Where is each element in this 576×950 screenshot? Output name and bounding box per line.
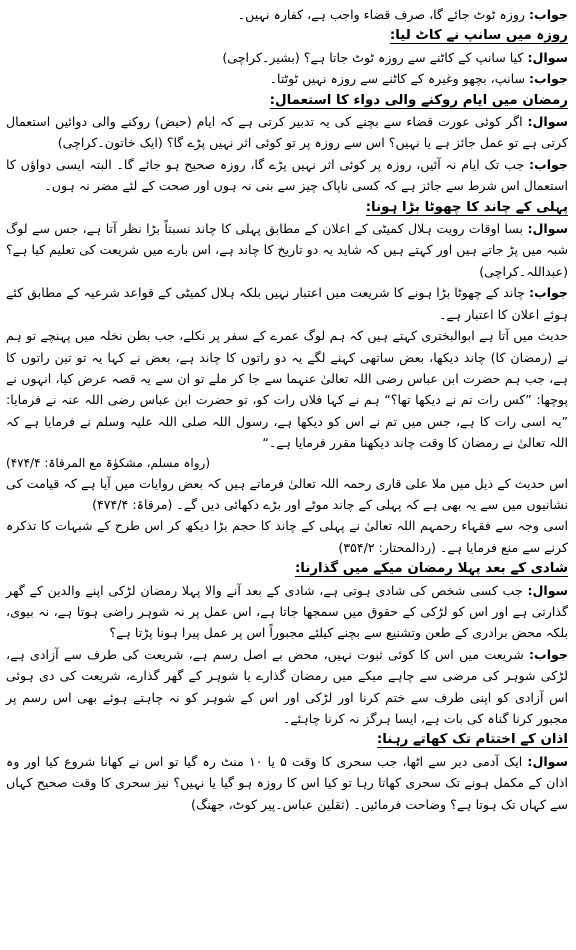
qa-label: جواب: — [529, 156, 568, 172]
section-heading — [6, 90, 568, 111]
section-heading-text: رمضان میں ایام روکنے والی دواء کا استعمال: — [269, 92, 568, 108]
paragraph-text: جب کسی شخص کی شادی ہوتی ہے، شادی کے بعد آنے والا پہلا رمضان لڑکی اپنے والدین کے گھر گذارتی ہے اور اس کو لڑکی کے حقوق میں سمجھا جاتا ہے، اس عمل پر نہ شوہر راضی ہوتا ہے، نہ بیوی، بلکہ محض برادری کے طعن وتشنیع سے بچنے کیلئے مجبوراً اس پر عمل پیرا ہونا پڑتا ہے؟ — [6, 582, 568, 641]
paragraph-text: جب تک ایام نہ آئیں، روزہ پر کوئی اثر نہیں پڑے گا، روزہ صحیح ہو جائے گا۔ البتہ ایسی دواؤں کا استعمال اس شرط سے جائز ہے کہ کسی ناپاک چیز سے بنی نہ ہوں اور صحت کے لئے مضر نہ ہوں۔ — [6, 156, 568, 194]
qa-label: جواب: — [529, 285, 568, 301]
paragraph-text: چاند کے چھوٹا بڑا ہونے کا شریعت میں اعتبار نہیں بلکہ ہلال کمیٹی کے قواعد شرعیہ کے مطابق کئے ہوئے اعلان کا اعتبار ہے۔ — [6, 285, 568, 322]
body-paragraph — [6, 515, 568, 558]
paragraph-text: کیا سانپ کے کاٹنے سے روزہ ٹوٹ جاتا ہے؟ (بشیر۔کراچی) — [222, 49, 524, 65]
paragraph-text: اس حدیث کے ذیل میں ملا علی قاری رحمہ اللہ تعالیٰ فرماتے ہیں کہ بعض روایات میں آیا ہے کہ قیامت کی نشانیوں میں سے یہ بھی ہے کہ پہلی کے چاند موٹے اور بڑے دکھائی دیں گے۔ (مرقاۃ: ۴۷۴/۴) — [6, 475, 568, 512]
section-heading — [6, 558, 568, 579]
qa-paragraph — [6, 580, 568, 644]
section-heading-text: اذان کے اختتام تک کھاتے رہنا: — [376, 732, 568, 748]
section-heading — [6, 729, 568, 750]
section-heading — [6, 197, 568, 218]
qa-paragraph — [6, 282, 568, 325]
qa-paragraph — [6, 111, 568, 154]
body-paragraph — [6, 473, 568, 516]
qa-paragraph — [6, 154, 568, 197]
qa-label: سوال: — [527, 582, 568, 598]
paragraph-text: حدیث میں آتا ہے ابوالبختری کہتے ہیں کہ ہم لوگ عمرے کے سفر پر نکلے، جب بطن نخلہ میں پہنچے تو ہم نے (رمضان کا) چاند دیکھا، بعض ساتھی کہنے لگے یہ دو راتوں کا چاند ہے، بعض نے کہا یہ تو تین راتوں کا ہے، جب ہم حضرت ابن عباس رضی اللہ تعالیٰ عنہما سے جا کر ملے تو ان سے یہ قصہ عرض کیا، انہوں نے پوچھا: ”کس رات تم نے دیکھا تھا؟“ ہم نے کہا فلاں رات کو، تو حضرت ابن عباس رضی اللہ عنہ نے فرمایا: ”یہ اسی رات کا ہے، جس میں تم نے اس کو دیکھا ہے، رسول اللہ صلی اللہ علیہ وسلم نے فرمایا ہے کہ اللہ تعالیٰ نے رمضان کا وقت چاند دیکھنا مقرر فرمایا ہے۔“ — [6, 328, 568, 451]
qa-label: سوال: — [527, 753, 568, 769]
body-paragraph — [6, 325, 568, 453]
paragraph-text: اسی وجہ سے فقہاء رحمہم اللہ تعالیٰ نے پہلی کے چاند کا حجم بڑا دیکھ کر اس طرح کے شبہات کا تذکرہ کرنے سے منع فرمایا ہے۔ (ردالمحتار: ۳۵۴/۲) — [6, 518, 568, 555]
qa-paragraph — [6, 751, 568, 815]
paragraph-text: اگر کوئی عورت قضاء سے بچنے کی یہ تدبیر کرتی ہے کہ ایام (حیض) روکنے والی دوائیں استعمال کرتی ہے تو عمل جائز ہے یا نہیں؟ اس سے روزہ پر تو کوئی اثر نہیں پڑے گا؟ (ایک خاتون۔کراچی) — [6, 114, 568, 151]
qa-paragraph — [6, 644, 568, 730]
reference-citation: (رواہ مسلم، مشکوٰۃ مع المرقاۃ: ۴۷۴/۴) — [6, 455, 211, 470]
paragraph-text: شریعت میں اس کا کوئی ثبوت نہیں، محض بے اصل رسم ہے، شریعت کی طرف سے آزادی ہے، لڑکی شوہر کی مرضی سے چاہے میکے میں رمضان گذارے یا شوہر کے گھر گذارے، شریعت کی دی ہوئی اس آزادی کو اپنی طرف سے ختم کرنا اور لڑکی اور اس کے شوہر کو نہ چاہتے ہوئے بھی اس رسم پر مجبور کرنا گناہ کی بات ہے، ایسا ہرگز نہ کرنا چاہئے۔ — [6, 646, 568, 726]
section-heading-text: شادی کے بعد پہلا رمضان میکے میں گذارنا: — [294, 561, 568, 577]
section-heading-text: روزہ میں سانپ نے کاٹ لیا: — [389, 28, 568, 44]
paragraph-text: بسا اوقات رویت ہلال کمیٹی کے اعلان کے مطابق پہلی کا چاند نسبتاً بڑا نظر آتا ہے، جس سے لوگ شبہ میں پڑ جاتے ہیں اور کہتے ہیں کہ شاید یہ دو تاریخ کا چاند ہے، اس بارے میں شریعت کی تعلیم کیا ہے؟ (عبداللہ۔کراچی) — [6, 221, 568, 279]
qa-label: جواب: — [529, 71, 568, 87]
qa-label: سوال: — [527, 221, 568, 237]
qa-label: سوال: — [527, 114, 568, 130]
paragraph-text: روزہ ٹوٹ جائے گا، صرف قضاء واجب ہے، کفارہ نہیں۔ — [237, 7, 525, 22]
qa-label: جواب: — [529, 646, 568, 662]
section-heading — [6, 25, 568, 46]
paragraph-text: سانپ، بچھو وغیرہ کے کاٹنے سے روزہ نہیں ٹوٹتا۔ — [269, 71, 525, 87]
qa-label: جواب: — [529, 7, 568, 22]
qa-paragraph — [6, 47, 568, 68]
paragraph-text: ایک آدمی دیر سے اٹھا، جب سحری کا وقت ۵ یا ۱۰ منٹ رہ گیا تو اس نے کھانا شروع کیا اور وہ اذان کے مکمل ہونے تک سحری کھاتا رہا تو کیا اس کا روزہ ہو گیا یا نہیں؟ نیز سحری کا وقت صحیح کہاں سے کہاں تک ہوتا ہے؟ وضاحت فرمائیں۔ (ثقلین عباس۔پیر کوٹ، جھنگ) — [6, 753, 568, 812]
qa-paragraph — [6, 4, 568, 25]
qa-label: سوال: — [527, 49, 568, 65]
qa-paragraph — [6, 218, 568, 282]
qa-paragraph — [6, 68, 568, 89]
section-heading-text: پہلی کے چاند کا چھوٹا بڑا ہونا: — [365, 199, 568, 215]
